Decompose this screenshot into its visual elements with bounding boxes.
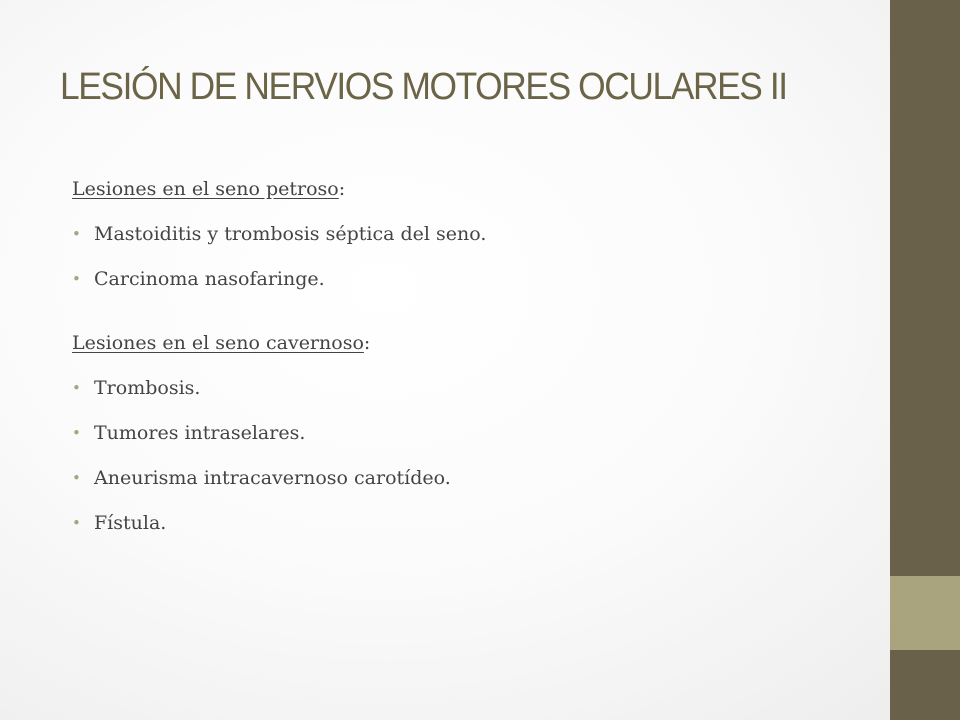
list-item-text: Mastoiditis y trombosis séptica del seno. [94, 223, 487, 245]
list-item-text: Tumores intraselares. [94, 422, 306, 444]
bullet-icon: • [72, 514, 81, 532]
list-item [72, 465, 872, 491]
bullet-icon: • [72, 379, 81, 397]
section-heading-text: Lesiones en el seno petroso [72, 178, 339, 200]
slide-content [72, 176, 872, 555]
section-heading-colon: : [363, 332, 371, 354]
slide-title: LESIÓN DE NERVIOS MOTORES OCULARES II [60, 66, 787, 108]
bullet-icon: • [72, 270, 81, 288]
section-heading-text: Lesiones en el seno cavernoso [72, 332, 364, 354]
section-heading-colon: : [338, 178, 346, 200]
list-item-text: Trombosis. [94, 377, 201, 399]
section-heading-cavernoso [72, 330, 872, 356]
side-bar-light-accent [890, 576, 960, 650]
list-item [72, 510, 872, 536]
list-item [72, 375, 872, 401]
bullet-icon: • [72, 424, 81, 442]
section-spacer [72, 311, 872, 330]
section-heading-petroso [72, 176, 872, 202]
list-item [72, 221, 872, 247]
side-bar-dark-bottom [890, 650, 960, 720]
side-bar-dark-top [890, 0, 960, 576]
bullet-icon: • [72, 469, 81, 487]
list-item-text: Fístula. [94, 512, 167, 534]
list-item-text: Carcinoma nasofaringe. [94, 268, 325, 290]
list-item-text: Aneurisma intracavernoso carotídeo. [94, 467, 451, 489]
bullet-icon: • [72, 225, 81, 243]
list-item [72, 266, 872, 292]
list-item [72, 420, 872, 446]
